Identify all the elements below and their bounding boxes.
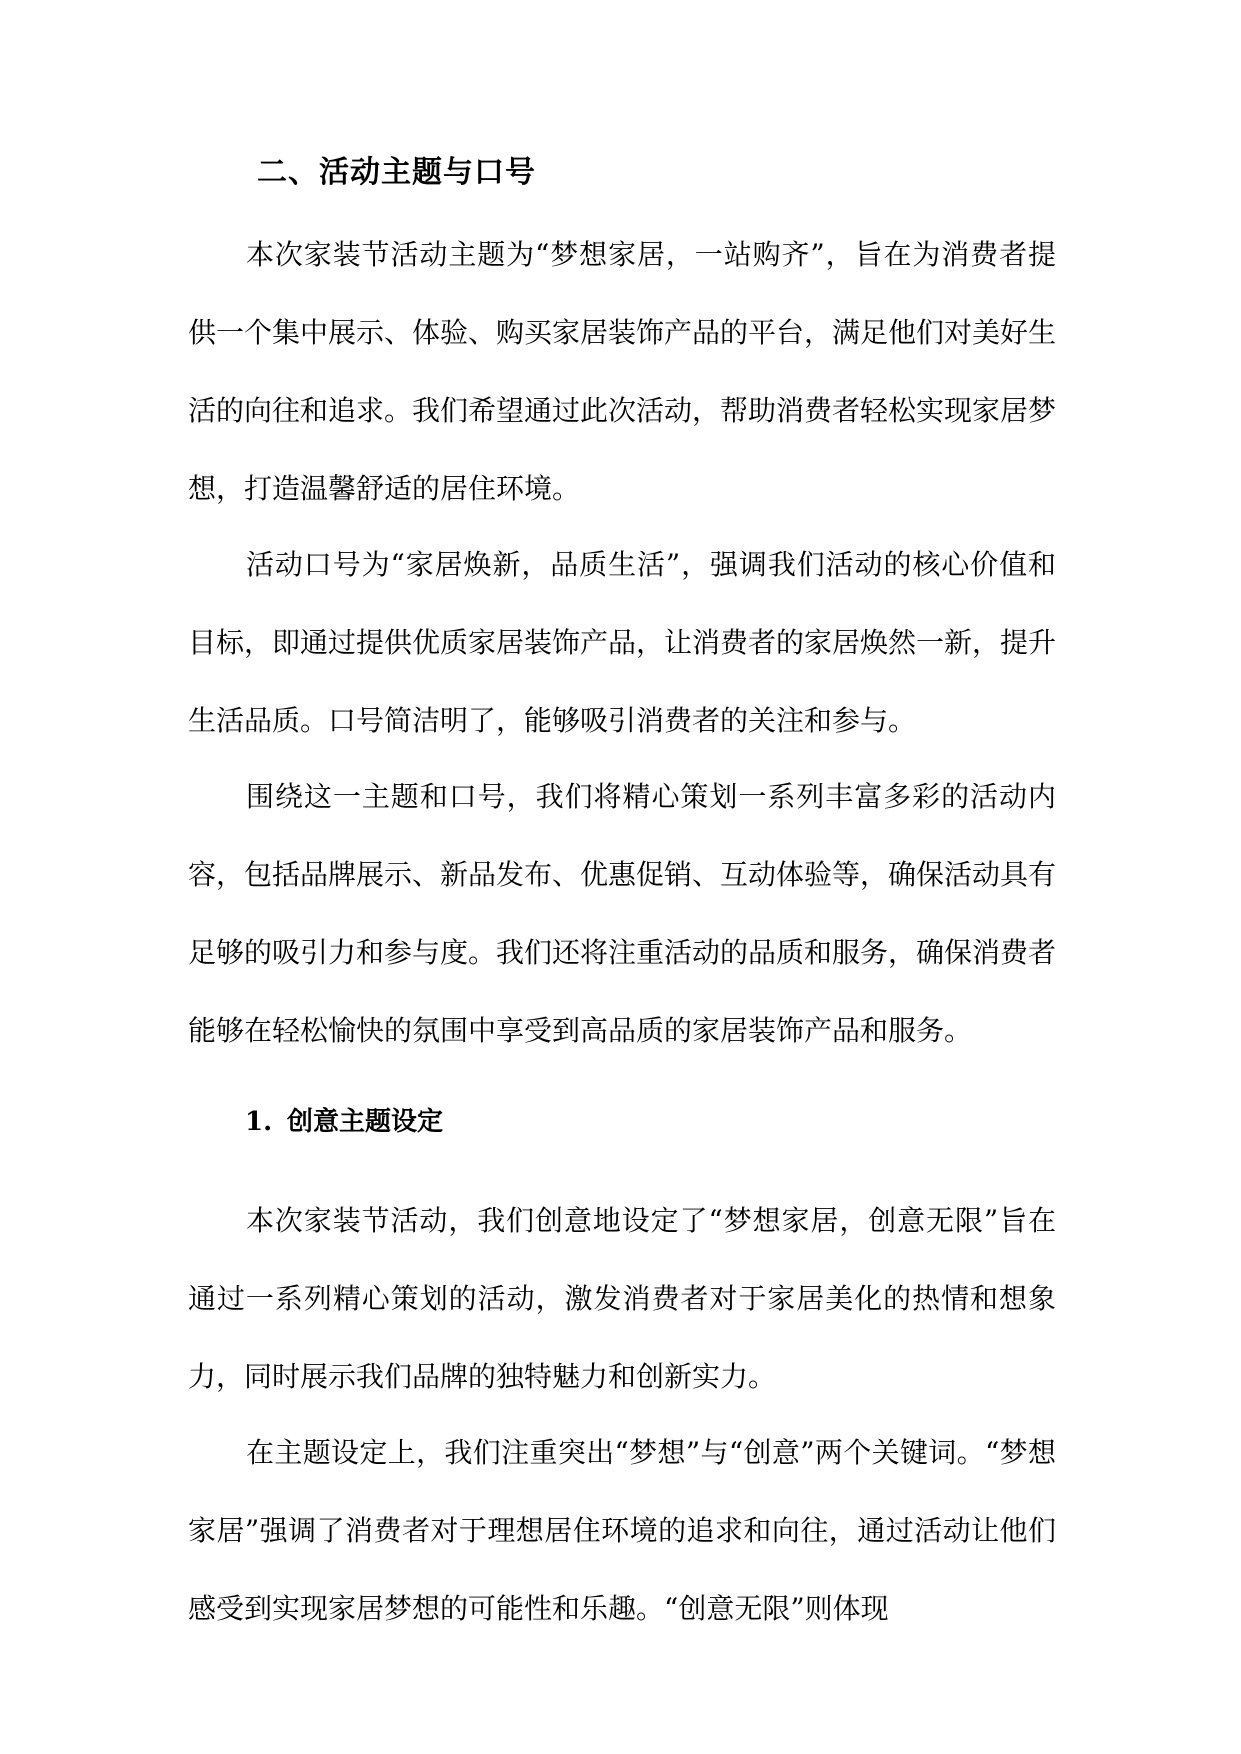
subsection-title: 创意主题设定	[287, 1107, 444, 1137]
subsection-heading	[245, 1100, 443, 1144]
subsection-number: 1.	[245, 1107, 273, 1137]
paragraph-slogan: 活动口号为“家居焕新，品质生活”，强调我们活动的核心价值和目标，即通过提供优质家居装饰产品，让消费者的家居焕然一新，提升生活品质。口号简洁明了，能够吸引消费者的关注和参与。	[188, 548, 1057, 737]
paragraph-creative-theme: 本次家装节活动，我们创意地设定了“梦想家居，创意无限”旨在通过一系列精心策划的活动，激发消费者对于家居美化的热情和想象力，同时展示我们品牌的独特魅力和创新实力。	[188, 1204, 1056, 1393]
paragraph-theme: 本次家装节活动主题为“梦想家居，一站购齐”，旨在为消费者提供一个集中展示、体验、购买家居装饰产品的平台，满足他们对美好生活的向往和追求。我们希望通过此次活动，帮助消费者轻松实现家居梦想，打造温馨舒适的居住环境。	[188, 238, 1057, 505]
section-heading: 二、活动主题与口号	[257, 155, 536, 190]
paragraph-keywords: 在主题设定上，我们注重突出“梦想”与“创意”两个关键词。“梦想家居”强调了消费者对于理想居住环境的追求和向往，通过活动让他们感受到实现家居梦想的可能性和乐趣。“创意无限”则体现	[188, 1436, 1056, 1625]
paragraph-activities: 围绕这一主题和口号，我们将精心策划一系列丰富多彩的活动内容，包括品牌展示、新品发布、优惠促销、互动体验等，确保活动具有足够的吸引力和参与度。我们还将注重活动的品质和服务，确保消费者能够在轻松愉快的氛围中享受到高品质的家居装饰产品和服务。	[188, 780, 1057, 1047]
